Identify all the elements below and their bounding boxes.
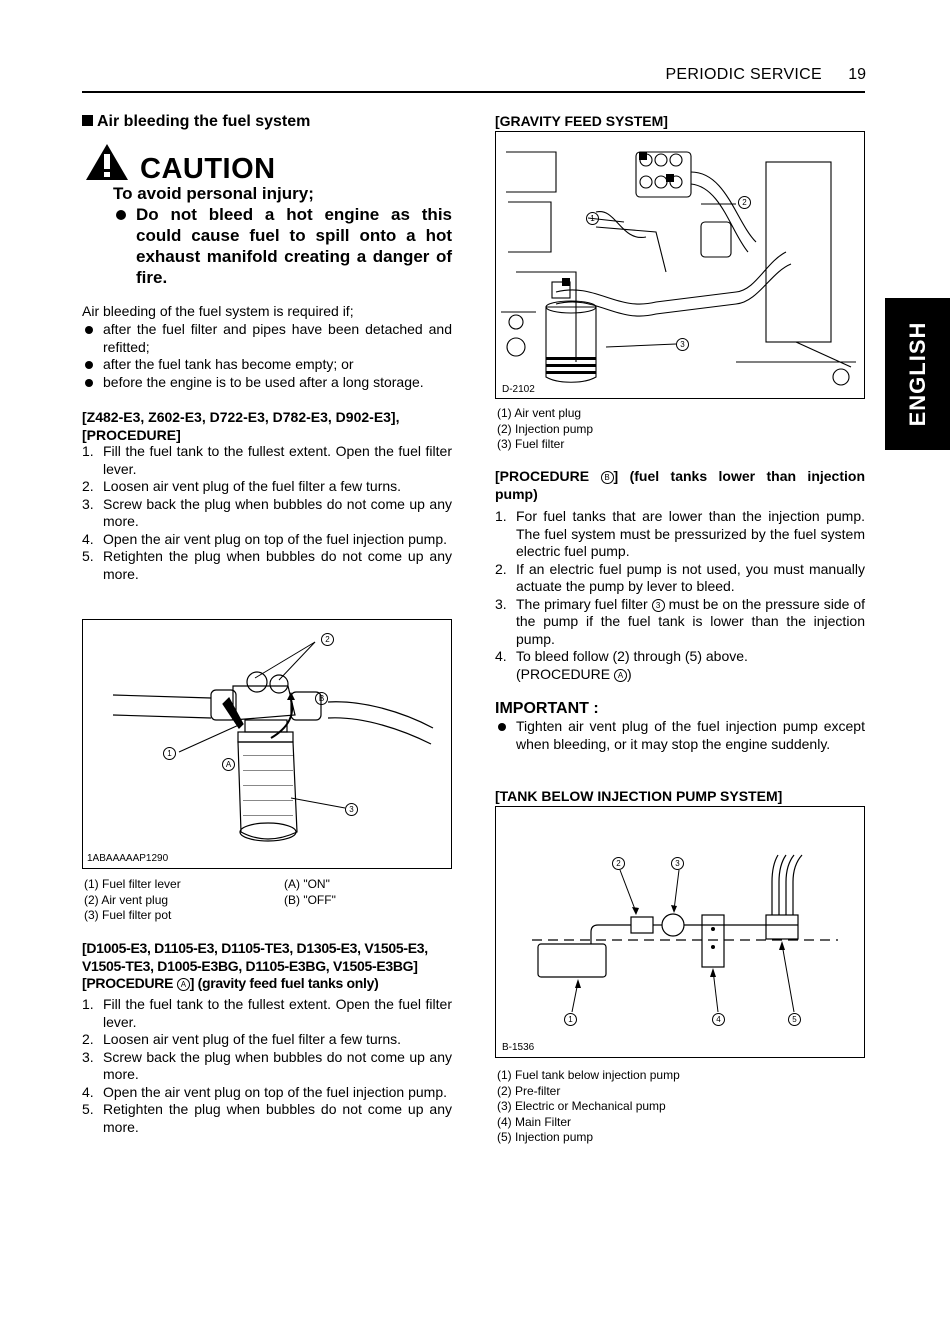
list-item: Tighten air vent plug of the fuel injection pump except when bleeding, or it may stop the engine suddenly. bbox=[495, 718, 865, 753]
callout-2: 2 bbox=[738, 196, 751, 209]
list-item: 3. Screw back the plug when bubbles do not come up any more. bbox=[82, 1048, 452, 1082]
callout-1: 1 bbox=[564, 1013, 577, 1026]
list-item: 1. Fill the fuel tank to the fullest extent. Open the fuel filter lever. bbox=[82, 443, 452, 477]
important-list bbox=[495, 718, 865, 753]
procedure1-heading: [Z482-E3, Z602-E3, D722-E3, D782-E3, D902-E3], [PROCEDURE] bbox=[82, 409, 400, 443]
figure-legend-right: (A) "ON" (B) "OFF" bbox=[284, 877, 336, 907]
language-tab-label: ENGLISH bbox=[904, 321, 930, 427]
callout-5: 5 bbox=[788, 1013, 801, 1026]
list-item: 5. Retighten the plug when bubbles do not come up any more. bbox=[82, 548, 452, 582]
header-rule bbox=[82, 91, 865, 93]
condition-list bbox=[82, 321, 452, 391]
callout-A: A bbox=[222, 758, 235, 771]
list-item: 4. Open the air vent plug on top of the fuel injection pump. bbox=[82, 1083, 448, 1100]
fuel-filter-figure bbox=[82, 619, 452, 869]
list-item: 2. Loosen air vent plug of the fuel filter a few turns. bbox=[82, 478, 402, 494]
callout-2: 2 bbox=[612, 857, 625, 870]
list-item: 1. For fuel tanks that are lower than the injection pump. The fuel system must be pressurized by the fuel system electric fuel pump. bbox=[495, 508, 865, 559]
list-item: 5. Retighten the plug when bubbles do not come up any more. bbox=[82, 1101, 452, 1135]
circled-letter-a: A bbox=[177, 978, 190, 991]
list-item: after the fuel filter and pipes have been detached and refitted; bbox=[82, 321, 452, 356]
gravity-feed-heading: [GRAVITY FEED SYSTEM] bbox=[495, 113, 668, 129]
language-tab bbox=[885, 298, 950, 450]
bleeding-intro: Air bleeding of the fuel system is required if; bbox=[82, 303, 354, 319]
list-item: 2. Loosen air vent plug of the fuel filter a few turns. bbox=[82, 1031, 402, 1047]
gravity-feed-legend: (1) Air vent plug (2) Injection pump (3) Fuel filter bbox=[497, 406, 594, 451]
list-item: after the fuel tank has become empty; or bbox=[82, 356, 452, 374]
bullet-dot-icon bbox=[116, 210, 126, 220]
circled-letter-a: A bbox=[614, 669, 627, 682]
callout-B: B bbox=[315, 692, 328, 705]
figure-legend-left: (1) Fuel filter lever (2) Air vent plug (3) Fuel filter pot bbox=[84, 877, 181, 922]
callout-1: 1 bbox=[163, 747, 176, 760]
important-heading: IMPORTANT : bbox=[495, 700, 599, 717]
list-item: 3. The primary fuel filter 3 must be on the pressure side of the pump if the fuel tank is lower than the injection pump. bbox=[495, 595, 866, 647]
list-item: before the engine is to be used after a long storage. bbox=[82, 374, 452, 392]
callout-3: 3 bbox=[345, 803, 358, 816]
circled-letter-b: B bbox=[601, 471, 614, 484]
callout-3: 3 bbox=[676, 338, 689, 351]
list-item: 1. Fill the fuel tank to the fullest extent. Open the fuel filter lever. bbox=[82, 996, 452, 1030]
procedure-b-heading: [PROCEDURE B ] (fuel tanks lower than injection pump) bbox=[495, 468, 865, 502]
figure-code: D-2102 bbox=[502, 384, 535, 395]
caution-word: CAUTION bbox=[140, 153, 276, 185]
figure-code: B-1536 bbox=[502, 1042, 535, 1053]
procedure-b-steps bbox=[495, 508, 865, 683]
figure-code: 1ABAAAAAP1290 bbox=[87, 853, 169, 864]
warning-triangle-icon bbox=[84, 142, 130, 187]
gravity-feed-figure bbox=[495, 131, 865, 399]
callout-4: 4 bbox=[712, 1013, 725, 1026]
circled-number-3: 3 bbox=[652, 599, 665, 612]
callout-2: 2 bbox=[321, 633, 334, 646]
procedure1-steps bbox=[82, 443, 452, 583]
list-item: 2. If an electric fuel pump is not used, you must manually actuate the pump by lever to bleed. bbox=[495, 560, 865, 594]
section-title: Air bleeding the fuel system bbox=[82, 113, 310, 131]
caution-bullet: Do not bleed a hot engine as this could cause fuel to spill onto a hot exhaust manifold creating a danger of fire. bbox=[113, 204, 452, 288]
square-bullet-icon bbox=[82, 115, 93, 126]
caution-intro: To avoid personal injury; bbox=[113, 184, 314, 203]
list-item: 4. To bleed follow (2) through (5) above. (PROCEDURE A ) bbox=[495, 648, 748, 682]
tank-below-legend: (1) Fuel tank below injection pump (2) Pre-filter (3) Electric or Mechanical pump (4) Main Filter (5) Injection pump bbox=[497, 1068, 680, 1144]
tank-below-figure bbox=[495, 806, 865, 1058]
list-item: 4. Open the air vent plug on top of the fuel injection pump. bbox=[82, 530, 448, 547]
callout-3: 3 bbox=[671, 857, 684, 870]
page-number: 19 bbox=[848, 66, 866, 83]
list-item: 3. Screw back the plug when bubbles do not come up any more. bbox=[82, 495, 452, 529]
tank-below-heading: [TANK BELOW INJECTION PUMP SYSTEM] bbox=[495, 788, 783, 804]
procedure-a-heading: [D1005-E3, D1105-E3, D1105-TE3, D1305-E3, V1505-E3, V1505-TE3, D1005-E3BG, D1105-E3BG, V1505-E3BG] [PROCEDURE A ] (gravity feed fuel tanks only) bbox=[82, 940, 428, 991]
callout-1: 1 bbox=[586, 212, 599, 225]
procedure-a-steps bbox=[82, 996, 452, 1136]
running-header-title: PERIODIC SERVICE bbox=[665, 66, 822, 83]
